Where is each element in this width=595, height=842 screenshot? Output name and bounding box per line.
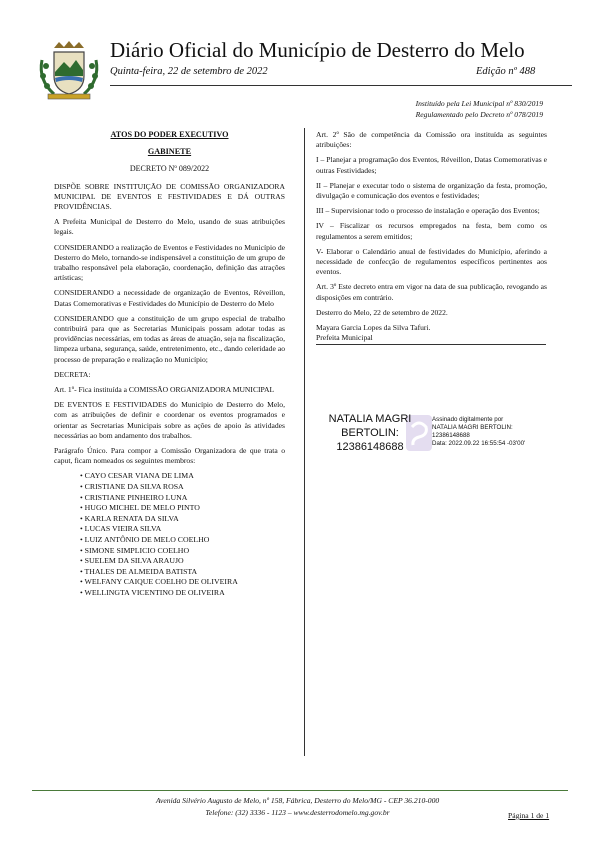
list-item: • SUELEM DA SILVA ARAUJO xyxy=(80,556,184,566)
list-item: • SIMONE SIMPLICIO COELHO xyxy=(80,545,190,555)
paragraph: DE EVENTOS E FESTIVIDADES do Município de Desterro do Melo, com as atribuições de definir e coordenar os eventos programados e orientar as Secretarias Municipais sobre as ações de apoio às atividades necessárias ao bom andamento dos trabalhos. xyxy=(54,400,285,440)
edition-number: Edição nº 488 xyxy=(476,66,536,77)
digital-signature-details xyxy=(432,416,525,448)
ementa: DISPÕE SOBRE INSTITUIÇÃO DE COMISSÃO ORGANIZADORA MUNICIPAL DE EVENTOS E FESTIVIDADES E DÁ OUTRAS PROVIDÊNCIAS. xyxy=(54,181,285,212)
gazette-title: Diário Oficial do Município de Desterro do Melo xyxy=(110,38,525,62)
header-rule xyxy=(110,85,572,86)
section-heading: ATOS DO PODER EXECUTIVO xyxy=(110,130,229,139)
publication-date: Quinta-feira, 22 de setembro de 2022 xyxy=(110,66,268,77)
article-2: Art. 2º São de competência da Comissão ora instituída as seguintes atribuições: xyxy=(316,130,547,150)
paragraph: CONSIDERANDO que a constituição de um grupo especial de trabalho contribuirá para que as Secretarias Municipais possam adotar todas as providências necessárias, em todas as áreas de atuação, seja na fiscalização, limpeza urbana, segurança, saúde, entretenimento, etc., dando celeridade ao processo de preparação e realização no Município; xyxy=(54,313,285,364)
municipal-crest-icon xyxy=(34,40,104,102)
list-item: • WELFANY CAIQUE COELHO DE OLIVEIRA xyxy=(80,577,238,587)
list-item: • CRISTIANE DA SILVA ROSA xyxy=(80,482,184,492)
signature-holder: NATALIA MAGRI BERTOLIN: xyxy=(328,413,412,439)
signature-line: 12386148688 xyxy=(432,432,470,439)
left-column xyxy=(54,130,285,599)
decree-number: DECRETO Nº 089/2022 xyxy=(129,164,210,174)
institution-note xyxy=(330,98,543,120)
right-column xyxy=(316,130,547,345)
item: V- Elaborar o Calendário anual de festividades do Município, aferindo a necessidade de confecção de regulamentos específicos pertinentes aos eventos. xyxy=(316,246,547,277)
digital-signature-name xyxy=(320,412,420,454)
paragraph: A Prefeita Municipal de Desterro do Melo, usando de suas atribuições legais. xyxy=(54,217,285,237)
footer-rule xyxy=(32,790,568,791)
list-item: • LUIZ ANTÔNIO DE MELO COELHO xyxy=(80,535,210,545)
signature-date: Data: 2022.09.22 16:55:54 -03'00' xyxy=(432,440,526,447)
signer-name: Mayara Garcia Lopes da Silva Tafuri. xyxy=(316,323,431,333)
list-item: • KARLA RENATA DA SILVA xyxy=(80,513,179,523)
paragraph: DECRETA: xyxy=(54,369,91,379)
article-1: Art. 1º- Fica instituída a COMISSÃO ORGANIZADORA MUNICIPAL xyxy=(54,385,275,395)
paragraph: Parágrafo Único. Para compor a Comissão Organizadora de que trata o caput, ficam nomeados os seguintes membros: xyxy=(54,446,285,466)
list-item: • LUCAS VIEIRA SILVA xyxy=(80,524,162,534)
list-item: • THALES DE ALMEIDA BATISTA xyxy=(80,566,198,576)
page-number: Página 1 de 1 xyxy=(508,811,550,820)
footer-address: Avenida Silvério Augusto de Melo, nº 158, Fábrica, Desterro do Melo/MG - CEP 36.210-000 xyxy=(155,796,440,805)
paragraph: CONSIDERANDO a realização de Eventos e Festividades no Município de Desterro do Melo, tornando-se indispensável a constituição de um grupo de trabalho responsável pela elaboração, coordenação, definição das atrações artísticas; xyxy=(54,242,285,283)
item: I – Planejar a programação dos Eventos, Réveillon, Datas Comemorativas e outras Festividades; xyxy=(316,155,547,175)
institution-law: Instituído pela Lei Municipal nº 830/2019 xyxy=(415,99,543,108)
column-divider xyxy=(304,128,305,756)
footer-contact[interactable]: Telefone: (32) 3336 - 1123 – www.desterrodomelo.mg.gov.br xyxy=(205,808,390,817)
item: III – Supervisionar todo o processo de instalação e operação dos Eventos; xyxy=(316,206,540,216)
paragraph: CONSIDERANDO a necessidade de organização de Eventos, Réveillon, Datas Comemorativas e Festividades do Município de Desterro do Melo xyxy=(54,288,285,308)
members-list xyxy=(54,471,285,598)
list-item: • CRISTIANE PINHEIRO LUNA xyxy=(80,492,188,502)
list-item: • HUGO MICHEL DE MELO PINTO xyxy=(80,503,200,513)
item: II – Planejar e executar todo o sistema de organização da festa, promoção, divulgação e comunicação dos eventos e festividades; xyxy=(316,180,547,201)
signature-line: Assinado digitalmente por xyxy=(432,416,504,423)
subsection-heading: GABINETE xyxy=(147,147,192,157)
signature-line: NATALIA MAGRI BERTOLIN: xyxy=(432,424,513,431)
signature-rule xyxy=(316,344,546,345)
list-item: • CAYO CESAR VIANA DE LIMA xyxy=(80,471,194,481)
place-date: Desterro do Melo, 22 de setembro de 2022. xyxy=(316,307,448,317)
institution-decree: Regulamentado pelo Decreto nº 078/2019 xyxy=(415,110,543,119)
item: IV – Fiscalizar os recursos empregados na festa, bem como os regulamentos a serem emitidos; xyxy=(316,221,547,241)
signature-id: 12386148688 xyxy=(336,441,404,453)
list-item: • WELLINGTA VICENTINO DE OLIVEIRA xyxy=(80,588,225,598)
signer-role: Prefeita Municipal xyxy=(316,333,373,343)
article-3: Art. 3º Este decreto entra em vigor na data de sua publicação, revogando as disposições em contrário. xyxy=(316,282,547,302)
